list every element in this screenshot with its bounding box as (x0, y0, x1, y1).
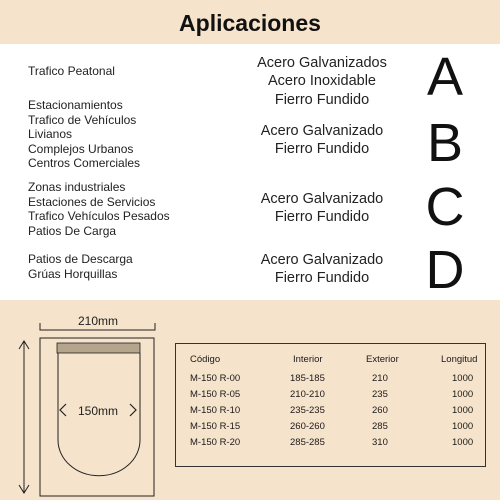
outer-width-label: 210mm (77, 314, 119, 328)
table-cell: 235 (372, 389, 388, 400)
use-item: Trafico Vehículos Pesados (28, 209, 170, 224)
use-item: Grúas Horquillas (28, 266, 118, 281)
table-cell: M-150 R-20 (190, 437, 241, 448)
material-item: Acero Galvanizado (260, 123, 384, 139)
table-cell: 285-285 (290, 437, 325, 448)
table-cell: 210 (372, 373, 388, 384)
material-item: Acero Galvanizados (257, 55, 387, 71)
use-item: Estacionamientos (28, 98, 123, 112)
material-item: Acero Galvanizado (260, 191, 384, 207)
inner-width-right-arrow (130, 404, 136, 416)
use-item: Estaciones de Servicios (28, 194, 156, 209)
material-item: Fierro Fundido (274, 141, 370, 158)
use-item: Livianos (28, 127, 73, 142)
header-interior: Interior (293, 354, 323, 365)
material-item: Fierro Fundido (274, 209, 370, 226)
header-longitud: Longitud (441, 354, 478, 365)
material-item: Fierro Fundido (274, 270, 370, 287)
table-cell: 1000 (452, 405, 474, 416)
use-item: Centros Comerciales (28, 156, 141, 171)
table-cell: 1000 (452, 437, 474, 448)
table-cell: M-150 R-00 (190, 373, 241, 384)
table-cell: 285 (372, 421, 388, 432)
materials-list-c (222, 190, 422, 227)
inner-width-left-arrow (60, 404, 66, 416)
use-item: Patios de Descarga (28, 252, 133, 266)
class-letter-c: C (425, 177, 465, 237)
table-cell: M-150 R-15 (190, 421, 241, 432)
table-cell: 260-260 (290, 421, 325, 432)
inner-width-label: 150mm (77, 404, 119, 418)
class-letter-a: A (426, 47, 464, 107)
table-cell: 235-235 (290, 405, 325, 416)
materials-list-a (222, 54, 422, 109)
grate-slot (57, 343, 140, 353)
header-codigo: Código (190, 354, 221, 365)
header-exterior: Exterior (366, 354, 399, 365)
table-cell: M-150 R-05 (190, 389, 241, 400)
page-title: Aplicaciones (179, 10, 321, 36)
table-cell: 210-210 (290, 389, 325, 400)
materials-list-b (222, 122, 422, 159)
table-cell: 310 (372, 437, 388, 448)
material-item: Acero Galvanizado (260, 252, 384, 268)
table-cell: M-150 R-10 (190, 405, 241, 416)
use-item: Trafico de Vehículos (28, 112, 137, 127)
uses-list-d (28, 252, 133, 281)
use-item: Trafico Peatonal (28, 64, 115, 78)
uses-list-b (28, 98, 140, 171)
class-letter-b: B (426, 113, 464, 173)
use-item: Patios De Carga (28, 223, 117, 238)
table-cell: 260 (372, 405, 388, 416)
table-cell: 185-185 (290, 373, 325, 384)
title-bar (0, 0, 500, 44)
uses-list-a (28, 64, 115, 79)
channel-diagram (0, 300, 200, 500)
use-item: Zonas industriales (28, 180, 126, 194)
table-cell: 1000 (452, 421, 474, 432)
class-letter-d: D (425, 240, 465, 300)
table-cell: 1000 (452, 389, 474, 400)
table-cell: 1000 (452, 373, 474, 384)
material-item: Fierro Fundido (274, 91, 370, 108)
specifications-table (175, 343, 486, 467)
uses-list-c (28, 180, 170, 238)
use-item: Complejos Urbanos (28, 141, 134, 156)
materials-list-d (222, 251, 422, 288)
material-item: Acero Inoxidable (267, 73, 376, 90)
